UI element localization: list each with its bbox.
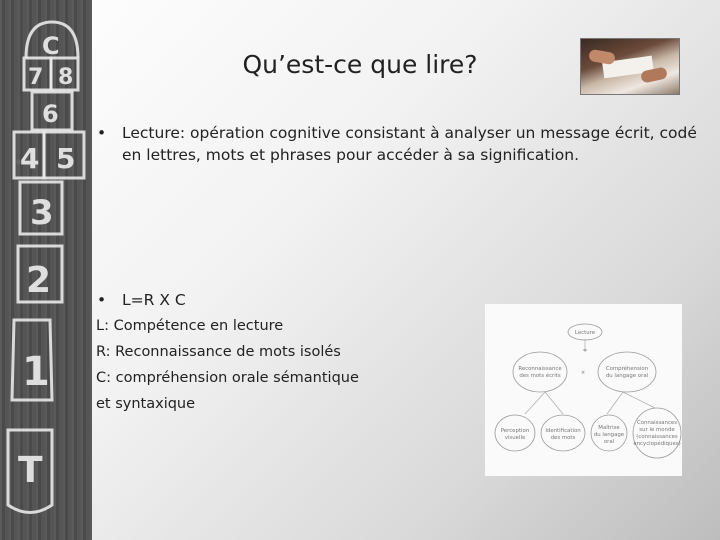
bullet-formula: [97, 289, 397, 311]
reading-photo: [580, 38, 680, 95]
definition-line: L: Compétence en lecture: [96, 318, 284, 334]
diagram-label: encyclopédiques): [633, 441, 681, 447]
slide-title: Qu’est-ce que lire?: [242, 50, 478, 79]
diagram-label: =: [582, 348, 588, 354]
diagram-label: (connaissances: [636, 434, 678, 440]
definition-line: et syntaxique: [96, 396, 196, 412]
diagram-label: Reconnaissance: [518, 366, 562, 372]
hopscotch-number: 2: [26, 260, 52, 301]
diagram-label: Maîtrise: [598, 425, 620, 431]
definition-line: C: compréhension orale sémantique: [96, 370, 359, 386]
hopscotch-number: 6: [42, 100, 59, 128]
diagram-label: Connaissances: [636, 420, 678, 426]
node-reconnaissance: [513, 352, 567, 392]
bullet-definition: [97, 122, 707, 166]
hopscotch-number: 8: [58, 65, 74, 90]
hopscotch-number: 3: [30, 193, 54, 233]
formula-text: L=R X C: [122, 291, 186, 309]
diagram-label: Identification: [545, 428, 581, 434]
bullet-line: en lettres, mots et phrases pour accéder à sa signification.: [122, 146, 580, 164]
diagram-label: Compréhension: [605, 366, 649, 372]
node-comprehension: [598, 352, 656, 392]
diagram-label: sur le monde: [639, 427, 675, 433]
hopscotch-photo: [0, 0, 92, 540]
hopscotch-number: C: [42, 32, 60, 60]
hopscotch-number: 5: [56, 142, 76, 175]
bullet-marker: •: [97, 124, 107, 142]
diagram-label: du langage oral: [605, 373, 649, 379]
reading-model-diagram: [485, 304, 682, 476]
hopscotch-number: T: [18, 450, 43, 491]
hopscotch-number: 4: [20, 142, 40, 175]
diagram-label: Perception: [500, 428, 530, 434]
node-connaissances: [633, 408, 681, 458]
diagram-label: visuelle: [504, 435, 526, 441]
bullet-marker: •: [97, 291, 107, 309]
diagram-label: ×: [580, 370, 586, 376]
diagram-label: Lecture: [574, 330, 596, 336]
definition-line: R: Reconnaissance de mots isolés: [96, 344, 341, 360]
diagram-label: oral: [603, 439, 615, 445]
bullet-line: Lecture: opération cognitive consistant à analyser un message écrit, codé: [122, 124, 697, 142]
diagram-label: du langage: [593, 432, 625, 438]
hopscotch-number: 1: [22, 349, 50, 395]
diagram-label: des mots: [550, 435, 576, 441]
hopscotch-number: 7: [28, 65, 44, 90]
diagram-label: des mots écrits: [519, 373, 561, 379]
